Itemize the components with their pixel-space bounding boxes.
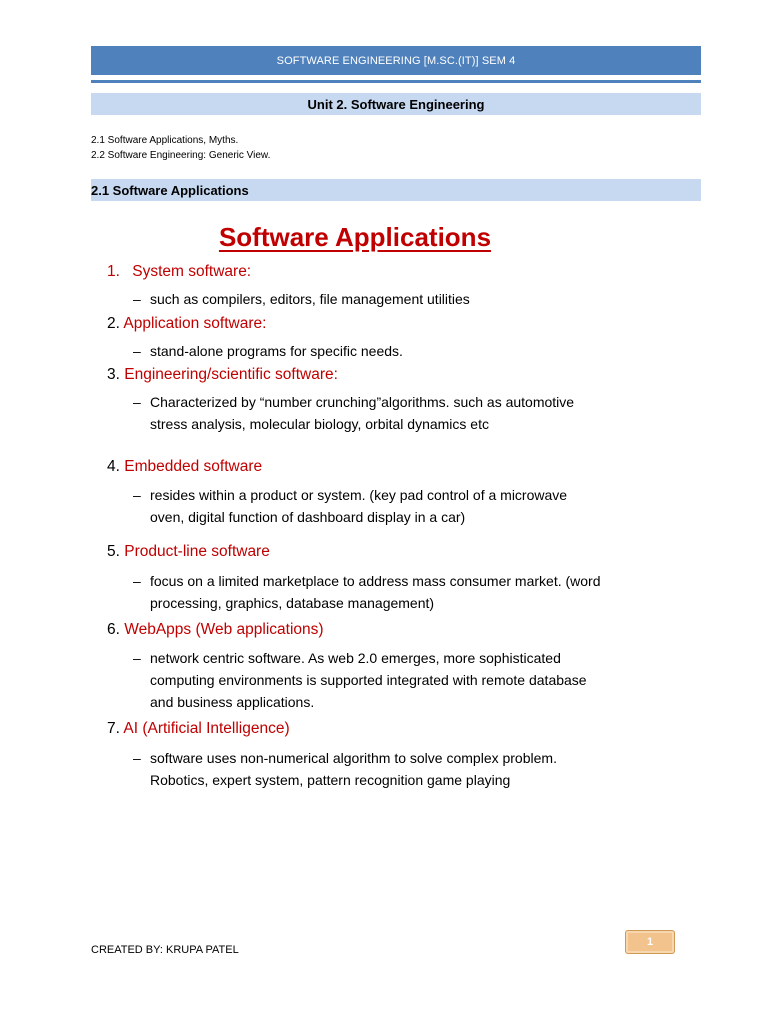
item-title: Engineering/scientific software: — [124, 366, 338, 383]
item-text: Characterized by “number crunching”algorithms. such as automotive stress analysis, molecular biology, orbital dynamics etc — [150, 394, 575, 432]
item-number: 6. — [107, 621, 120, 638]
list-item-heading — [107, 263, 251, 281]
list-item-heading — [107, 315, 266, 333]
list-item-heading — [107, 621, 324, 639]
item-number: 1. — [107, 263, 120, 280]
footer-credit: CREATED BY: KRUPA PATEL — [91, 944, 239, 956]
item-text: such as compilers, editors, file management utilities — [150, 291, 470, 307]
item-title: Product-line software — [124, 543, 270, 560]
list-item-description: – software uses non-numerical algorithm to solve complex problem. Robotics, expert system, pattern recognition game playing — [133, 747, 603, 791]
toc-item: 2.1 Software Applications, Myths. — [91, 135, 239, 146]
list-item-description: – network centric software. As web 2.0 emerges, more sophisticated computing environments is supported integrated with remote database and business applications. — [133, 647, 603, 713]
item-number: 3. — [107, 366, 120, 383]
item-text: network centric software. As web 2.0 emerges, more sophisticated computing environments is supported integrated with remote database and business applications. — [150, 650, 587, 710]
item-text: resides within a product or system. (key pad control of a microwave oven, digital function of dashboard display in a car) — [150, 487, 568, 525]
list-item-heading — [107, 543, 270, 561]
list-item-description: – such as compilers, editors, file management utilities — [133, 288, 603, 310]
item-title: WebApps (Web applications) — [124, 621, 324, 638]
item-title: System software: — [132, 263, 252, 280]
list-item-heading — [107, 366, 338, 384]
list-item-description: – stand-alone programs for specific needs. — [133, 340, 603, 362]
unit-title: Unit 2. Software Engineering — [307, 96, 485, 112]
item-number: 4. — [107, 458, 120, 475]
header-banner-text: SOFTWARE ENGINEERING [M.SC.(IT)] SEM 4 — [276, 54, 516, 67]
page-number-badge — [625, 930, 675, 954]
list-item-description: – resides within a product or system. (key pad control of a microwave oven, digital function of dashboard display in a car) — [133, 484, 603, 528]
item-text: software uses non-numerical algorithm to solve complex problem. Robotics, expert system, pattern recognition game playing — [150, 750, 557, 788]
item-text: focus on a limited marketplace to address mass consumer market. (word processing, graphics, database management) — [150, 573, 601, 611]
item-title: Embedded software — [124, 458, 263, 475]
item-number: 2. — [107, 315, 120, 332]
item-title: AI (Artificial Intelligence) — [123, 720, 290, 737]
toc-item: 2.2 Software Engineering: Generic View. — [91, 150, 271, 161]
item-number: 7. — [107, 720, 120, 737]
list-item-description: – focus on a limited marketplace to address mass consumer market. (word processing, graphics, database management) — [133, 570, 603, 614]
page-number: 1 — [646, 936, 654, 948]
item-title: Application software: — [123, 315, 267, 332]
section-title: 2.1 Software Applications — [91, 182, 249, 198]
item-number: 5. — [107, 543, 120, 560]
list-item-heading — [107, 720, 290, 738]
slide-title: Software Applications — [218, 222, 492, 252]
list-item-description: – Characterized by “number crunching”algorithms. such as automotive stress analysis, molecular biology, orbital dynamics etc — [133, 391, 603, 435]
item-text: stand-alone programs for specific needs. — [150, 343, 403, 359]
list-item-heading — [107, 458, 262, 476]
